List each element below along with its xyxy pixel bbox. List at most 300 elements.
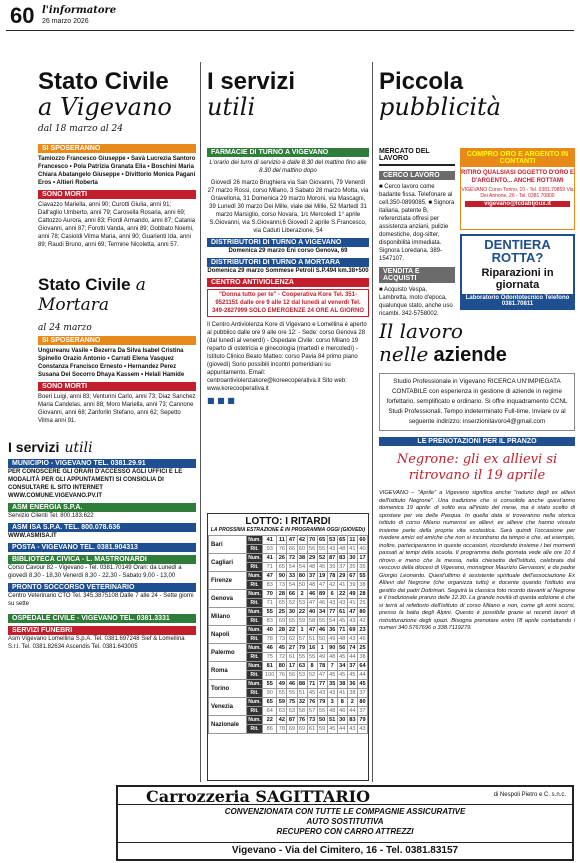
lotto-delay: 49 xyxy=(329,636,336,642)
ad-email: vigevano@lcdabijoux.it xyxy=(465,201,570,207)
lotto-number: 88 xyxy=(298,681,306,687)
lotto-delay: 62 xyxy=(288,636,296,642)
lotto-number: 36 xyxy=(349,681,356,687)
lotto-delay: 40 xyxy=(359,546,366,552)
article-text: VIGEVANO – "Aprile" a Vigevano significa anche "raduno degli ex allievi dell'istituto Negrone". Una tradizione che si consolida anche quest'anno domenica 19 aprile: di solito era all'inizio del mese, ma è stato scelto di spostare per via della Pasqua. In quella data si troveranno nella storica istituto di corso Milano numerosi ex allievi: ex allieve che hanno vissuto insieme parte della propria vita scolastica. Sarà quindi l'occasione per rivedere amici ed amiche che non si incontrano da tempo e che, ad esempio, inoltre, parteciperanno in queste occasioni, ricordando insieme i bei momenti passati ai tempi della scuola. Il programma della giornata vede alle ore 10 il ritrovo e meno che la messa, nella chiesetta dell'istituto, celebrata dal vescovo della diocesi di Vigevano, monsignor Maurizio Gervasoni, e da padre Giorgio Leonardo. Quest'ultimo è assistente spirituale dell'associazione Ex Allievi del Negrone (che organizza tutto) e docente quando l'istituto era gestito dai padri Dottrinari. Seguirà la classica foto ricordo davanti al Negrone e il tradizionale pranzo delle 12.30. La grande novità di questa edizione è che si terrà al refettorio dell'istituto di corso Milano e non, come gli anni scorsi, presso la baita degli Alpini. Questo è possibile grazie ai recenti lavori di ristrutturazione degli spazi. Bisogna prenotare entro l'8 aprile contattando i numeri 340.5767696 o 338.7119279. xyxy=(379,490,575,631)
lotto-number: 71 xyxy=(339,627,346,633)
lotto-delay: 44 xyxy=(359,672,366,678)
lotto-delay: 63 xyxy=(288,708,296,714)
lotto-number: 50 xyxy=(319,717,326,723)
lotto-row xyxy=(209,680,368,689)
lotto-number: 87 xyxy=(288,717,296,723)
lotto-delay: 43 xyxy=(329,600,336,606)
section-subtitle: utili xyxy=(64,440,93,456)
lotto-delay: 50 xyxy=(319,636,326,642)
lotto-delay: 37 xyxy=(359,708,366,714)
asmisa-text: WWW.ASMISA.IT xyxy=(8,533,57,539)
lotto-number: 29 xyxy=(308,555,316,561)
lotto-delay: 73 xyxy=(278,582,286,588)
morti-label: SONO MORTI xyxy=(38,382,196,391)
lotto-delay: 46 xyxy=(339,708,346,714)
lotto-number: 41 xyxy=(263,554,277,563)
mercato-lavoro xyxy=(379,148,455,318)
lotto-number: 53 xyxy=(329,537,336,543)
asmisa-label: ASM ISA S.P.A. TEL. 800.078.636 xyxy=(8,523,196,532)
lotto-delay: 25 xyxy=(359,600,366,606)
lotto-delay: 44 xyxy=(349,654,356,660)
lotto-number: 79 xyxy=(298,645,306,651)
posta-label: POSTA - VIGEVANO TEL. 0381.904313 xyxy=(8,543,196,552)
lotto-number: 32 xyxy=(298,699,306,705)
lotto-number: 27 xyxy=(288,645,296,651)
lotto-number: 30 xyxy=(339,717,346,723)
lotto-number: 30 xyxy=(349,555,356,561)
lotto-delay: 43 xyxy=(359,726,366,732)
lotto-number: 83 xyxy=(339,555,346,561)
lotto-number: 64 xyxy=(359,663,366,669)
lotto-delay: 54 xyxy=(288,582,296,588)
lotto-delay: 55 xyxy=(298,654,306,660)
linkedin-icon[interactable]: ■ xyxy=(227,396,235,405)
lotto-delay: 48 xyxy=(339,546,346,552)
page-number: 60 xyxy=(10,3,35,28)
lotto-number: 55 xyxy=(263,680,277,689)
period: dal 18 marzo al 24 xyxy=(38,124,123,134)
lotto-delay: 47 xyxy=(319,582,326,588)
lotto-number: 81 xyxy=(263,662,277,671)
lotto-number: 47 xyxy=(349,609,356,615)
lotto-delay: 65 xyxy=(288,618,296,624)
lotto-delay: 44 xyxy=(349,708,356,714)
lotto-delay: 55 xyxy=(288,690,296,696)
lotto-delay: 72 xyxy=(278,654,286,660)
lotto-delay: 64 xyxy=(263,707,277,716)
lotto-row xyxy=(209,536,368,545)
lotto-row-label: Num. xyxy=(248,537,261,543)
lotto-number: 80 xyxy=(278,663,286,669)
ad-text: RITIRO QUALSIASI OGGETTO D'ORO E D'ARGENTO... ANCHE ROTTAMI xyxy=(461,170,574,184)
distributori-label: DISTRIBUTORI DI TURNO A VIGEVANO xyxy=(207,238,369,247)
lotto-number: 36 xyxy=(329,627,336,633)
section-subtitle: utili xyxy=(207,93,256,121)
lotto-delay: 43 xyxy=(329,690,336,696)
section-subtitle: nelle xyxy=(379,342,429,366)
lotto-number: 17 xyxy=(288,663,296,669)
lotto-delay: 50 xyxy=(298,582,306,588)
vendita-text: ■ Acquisto Vespa, Lambretta, moto d'epoca, qualunque stato, anche uso ricambi. 342-5758002. xyxy=(379,287,453,317)
ad-locations: VIGEVANO Corso Torino, 10 - Tel. 0381.70859 Via Dei Annone, 26 - Tel. 0381.70800 xyxy=(461,187,574,199)
funebri-text: Asm Vigevano Lomellina S.p.A. Tel. 0381.697248 Sief & Lomellina S.r.l. Tel. 0381.82634 Ascendis Tel. 0381.643005 xyxy=(8,636,185,650)
cerco-label: CERCO LAVORO xyxy=(379,171,455,180)
lotto-row-label: Rit. xyxy=(247,563,263,572)
lotto-number: 22 xyxy=(288,627,296,633)
lotto-number: 90 xyxy=(329,645,336,651)
lotto-delay: 76 xyxy=(278,546,286,552)
biblio-text: Corso Cavour 82 - Vigevano - Tel. 0381.70149 Orari: da Lunedì a giovedì 8,30 - 18,30 Venerdì 8,30 - 22,30 - Sabato 9,00 - 13,00 xyxy=(8,565,182,579)
lotto-number: 73 xyxy=(308,717,316,723)
lotto-number: 61 xyxy=(339,609,346,615)
biblio-label: BIBLIOTECA CIVICA - L. MASTRONARDI xyxy=(8,555,196,564)
stato-civile-mortara xyxy=(38,275,196,315)
lotto-delay: 43 xyxy=(349,618,356,624)
lotto-title: LOTTO: I RITARDI xyxy=(245,516,331,527)
lotto-number: 34 xyxy=(339,663,346,669)
farmacie-label: FARMACIE DI TURNO A VIGEVANO xyxy=(207,148,369,157)
spose-list: Ungureanu Vasile • Bezerra Da Silva Isabel Cristina Spinello Orazio Antonio • Carrati Elena Vasquez Constanza Francisco Ernesto • Hernandez Perez Susana Del Socorro Dhaya Kassem • Helali Hamide xyxy=(38,348,185,378)
lotto-number: 47 xyxy=(308,627,316,633)
ad-line: RECUPERO CON CARRO ATTREZZI xyxy=(276,827,414,836)
lotto-delay: 46 xyxy=(359,636,366,642)
ad-owner: di Nespoli Pietro e C. s.n.c. xyxy=(493,792,566,798)
lotto-number: 45 xyxy=(278,645,286,651)
lotto-number: 11 xyxy=(347,536,357,545)
servizi-utili xyxy=(207,34,369,405)
lotto-number: 22 xyxy=(298,609,306,615)
lotto-delay: 45 xyxy=(329,726,336,732)
section-title: Piccola xyxy=(379,68,464,95)
lotto-delay: 53 xyxy=(298,672,306,678)
compro-oro-ad[interactable] xyxy=(460,148,575,230)
lotto-number: 47 xyxy=(263,572,277,581)
lotto-number: 75 xyxy=(288,699,296,705)
lotto-number: 70 xyxy=(263,590,277,599)
lotto-row-label: Num. xyxy=(248,627,261,633)
lotto-city: Roma xyxy=(209,662,247,680)
lotto-row-label: Rit. xyxy=(247,725,263,734)
lotto-number: 49 xyxy=(349,591,356,597)
lotto-delay: 65 xyxy=(278,600,286,606)
lavoro-aziende xyxy=(379,320,575,633)
lotto-row xyxy=(209,626,368,635)
distributori-mortara-text: Domenica 29 marzo Sommese Petroli S.P.494 km.38+500 xyxy=(207,268,369,274)
pranzo-label: LE PRENOTAZIONI PER IL PRANZO xyxy=(379,437,575,446)
pronto-text: Centro Veterinario CTO Tel. 345.3875108 Dalle 7 alle 24 - Sette giorni su sette xyxy=(8,593,194,607)
lotto-number: 55 xyxy=(359,573,366,579)
lotto-number: 83 xyxy=(349,717,356,723)
lotto-number: 30 xyxy=(288,609,296,615)
lotto-number: 67 xyxy=(349,573,356,579)
spose-label: SI SPOSERANNO xyxy=(38,144,196,153)
lotto-delay: 41 xyxy=(339,582,346,588)
lotto-number: 28 xyxy=(359,591,366,597)
lotto-delay: 37 xyxy=(359,690,366,696)
funebri-label: SERVIZI FUNEBRI xyxy=(8,626,196,635)
lotto-delay: 42 xyxy=(329,582,336,588)
lotto-delay: 78 xyxy=(263,635,277,644)
lotto-number: 34 xyxy=(319,609,326,615)
lotto-row xyxy=(209,644,368,653)
lotto-city: Milano xyxy=(209,608,247,626)
lotto-delay: 52 xyxy=(288,600,296,606)
lotto-city: Firenze xyxy=(209,572,247,590)
lotto-number: 38 xyxy=(298,555,306,561)
section-title: I servizi xyxy=(8,439,60,455)
ad-subtitle: Riparazioni in giornata xyxy=(481,267,554,291)
lotto-number: 37 xyxy=(349,663,356,669)
lotto-number: 90 xyxy=(278,573,286,579)
lotto-delay: 47 xyxy=(319,672,326,678)
lotto-delay: 65 xyxy=(278,564,286,570)
lotto-city: Bari xyxy=(209,536,247,554)
lotto-number: 76 xyxy=(308,699,316,705)
lotto-row-label: Num. xyxy=(248,663,261,669)
lotto-delay: 47 xyxy=(308,600,316,606)
lotto-delay: 48 xyxy=(339,636,346,642)
lotto-delay: 71 xyxy=(263,599,277,608)
lotto-number: 33 xyxy=(288,573,296,579)
lotto-number: 46 xyxy=(319,627,326,633)
pronto-label: PRONTO SOCCORSO VETERINARIO xyxy=(8,583,196,592)
column-divider xyxy=(372,62,373,782)
lotto-delay: 38 xyxy=(349,690,356,696)
lotto-number: 66 xyxy=(288,591,296,597)
lotto-row-label: Num. xyxy=(248,645,261,651)
lotto-number: 72 xyxy=(288,555,296,561)
lotto-delay: 41 xyxy=(349,600,356,606)
lotto-delay: 63 xyxy=(278,708,286,714)
lotto-delay: 35 xyxy=(349,564,356,570)
header-rule xyxy=(6,30,574,31)
lotto-delay: 38 xyxy=(359,654,366,660)
spose-list: Tamiozzo Francesco Giuseppe • Savà Lucrezia Santoro Francesco • Pola Patrizia Granata Elia • Boschini Maria Chiara Abatangelo Giuseppe • Divittorio Monica Pagani Eros • Altieri Roberta xyxy=(38,156,196,186)
piccola-pubblicita xyxy=(379,34,575,120)
lotto-delay: 54 xyxy=(288,564,296,570)
lotto-delay: 45 xyxy=(319,564,326,570)
lotto-row-label: Num. xyxy=(248,699,261,705)
lotto-city: Nazionale xyxy=(209,716,247,734)
lotto-number: 52 xyxy=(319,555,326,561)
lotto-delay: 45 xyxy=(339,672,346,678)
lotto-delay: 48 xyxy=(308,564,316,570)
lotto-row xyxy=(209,554,368,563)
instagram-icon[interactable]: ■ xyxy=(217,396,225,405)
lotto-number: 45 xyxy=(359,681,366,687)
lotto-delay: 45 xyxy=(329,672,336,678)
article-title: Negrone: gli ex allievi si ritrovano il 19 aprile xyxy=(396,452,558,483)
lotto-delay: 61 xyxy=(288,654,296,660)
lotto-number: 59 xyxy=(278,699,286,705)
lotto-number: 71 xyxy=(308,681,316,687)
lotto-subtitle: LA PROSSIMA ESTRAZIONE È IN PROGRAMMA OGGI (GIOVEDì) xyxy=(210,527,366,533)
lotto-delay: 43 xyxy=(319,690,326,696)
lotto-row-label: Rit. xyxy=(247,545,263,554)
lotto-city: Palermo xyxy=(209,644,247,662)
lotto-delay: 45 xyxy=(308,690,316,696)
lotto-delay: 43 xyxy=(349,636,356,642)
lotto-grid xyxy=(208,535,368,734)
lotto-number: 40 xyxy=(263,626,277,635)
lotto-delay: 43 xyxy=(329,546,336,552)
mercato-label: MERCATO DEL LAVORO xyxy=(379,148,455,166)
lotto-row-label: Num. xyxy=(248,681,261,687)
lotto-delay: 75 xyxy=(263,653,277,662)
lotto-number: 65 xyxy=(339,537,346,543)
lotto-number: 60 xyxy=(359,537,366,543)
lotto-number: 51 xyxy=(329,717,336,723)
lotto-delay: 57 xyxy=(308,708,316,714)
lotto-delay: 56 xyxy=(288,672,296,678)
lotto-delay: 54 xyxy=(298,564,306,570)
lotto-row-label: Rit. xyxy=(247,599,263,608)
lotto-number: 42 xyxy=(278,717,286,723)
lotto-number: 77 xyxy=(329,609,336,615)
lotto-city: Genova xyxy=(209,590,247,608)
lotto-row-label: Num. xyxy=(248,591,261,597)
antiviolenza-text: Il Centro Antiviolenza Kore di Vigevano e Lomellina è aperto al pubblico dalle ore 9 alle ore 12: - Sede: corso Genova 28 (dal lunedì al venerdì) - Ospedale Civile: corso Milano 19 reparto di ostetricia e ginecologia (martedì e mercoledì) - Istituto Clinico Beato Matteo: corso Pavia 84 primo piano (giovedì) Sono possibili incontri pomeridiani su appuntamento. Email: centroantiviolenzakore@koreecoperativa.it Sito web: www.korecooperativa.it xyxy=(207,322,367,392)
lotto-delay: 61 xyxy=(308,726,316,732)
lotto-delay: 41 xyxy=(339,690,346,696)
lotto-delay: 60 xyxy=(298,546,306,552)
lotto-row-label: Rit. xyxy=(247,671,263,680)
lotto-delay: 83 xyxy=(263,581,277,590)
lotto-delay: 48 xyxy=(329,654,336,660)
lotto-number: 87 xyxy=(329,555,336,561)
ospedale-label: OSPEDALE CIVILE - VIGEVANO TEL. 0381.3331 xyxy=(8,614,196,623)
lotto-number: 7 xyxy=(327,662,337,671)
lotto-delay: 57 xyxy=(298,636,306,642)
lotto-delay: 55 xyxy=(319,618,326,624)
lotto-number: 77 xyxy=(319,681,326,687)
lotto-number: 40 xyxy=(308,609,316,615)
lotto-delay: 51 xyxy=(308,636,316,642)
farmacie-intro: L'orario dei turni di servizio è dalle 8.30 del mattino fino alle 8.30 del mattino dopo xyxy=(209,160,367,174)
lotto-number: 80 xyxy=(298,573,306,579)
lotto-number: 47 xyxy=(288,537,296,543)
lotto-number: 11 xyxy=(277,536,287,545)
lotto-number: 19 xyxy=(319,573,326,579)
lotto-number: 2 xyxy=(347,698,357,707)
lotto-delay: 42 xyxy=(359,618,366,624)
lotto-table xyxy=(207,513,369,781)
ad-address: Vigevano - Via del Cimitero, 16 - Tel. 0381.83157 xyxy=(118,842,572,859)
dentiera-ad[interactable] xyxy=(460,234,575,310)
lotto-number: 41 xyxy=(263,536,277,545)
lotto-city: Venezia xyxy=(209,698,247,716)
lotto-delay: 69 xyxy=(298,726,306,732)
lotto-row xyxy=(209,590,368,599)
cerco-text: ■ Cerco lavoro come badante fissa. Telefonare al cell.350-0899085. ■ Signora italiana, patente B, referenziata offresi per assistenza anziani, pulizie domestiche, dog-sitter, disponibilità immediata. Signora Loredana, 389-1547107. xyxy=(379,184,455,262)
lotto-number: 29 xyxy=(339,573,346,579)
section-subtitle: a Mortara xyxy=(38,275,146,315)
lotto-number: 23 xyxy=(359,627,366,633)
lotto-delay: 76 xyxy=(278,672,286,678)
lotto-row-label: Rit. xyxy=(247,617,263,626)
lotto-number: 28 xyxy=(278,627,286,633)
lotto-number: 70 xyxy=(308,537,316,543)
lotto-number: 49 xyxy=(278,681,286,687)
spose-label: SI SPOSERANNO xyxy=(38,336,196,345)
lotto-delay: 59 xyxy=(319,726,326,732)
lotto-row xyxy=(209,572,368,581)
lotto-delay: 69 xyxy=(278,618,286,624)
lotto-number: 65 xyxy=(319,537,326,543)
lotto-delay: 83 xyxy=(263,617,277,626)
carrozzeria-ad[interactable] xyxy=(116,785,574,861)
lotto-number: 42 xyxy=(298,537,306,543)
lotto-delay: 56 xyxy=(308,546,316,552)
lotto-delay: 100 xyxy=(263,671,277,680)
lotto-delay: 45 xyxy=(339,618,346,624)
lotto-number: 69 xyxy=(349,627,356,633)
facebook-icon[interactable]: ■ xyxy=(207,396,215,405)
lotto-number: 22 xyxy=(339,591,346,597)
lotto-number: 1 xyxy=(297,626,307,635)
lotto-number: 3 xyxy=(327,698,337,707)
lotto-delay: 73 xyxy=(278,636,286,642)
lotto-number: 38 xyxy=(339,681,346,687)
ad-text: Laboratorio Odontotecnico Telefono 0381.70811 xyxy=(462,294,573,308)
antiviolenza-label: CENTRO ANTIVIOLENZA xyxy=(207,278,369,287)
lotto-number: 25 xyxy=(278,609,286,615)
lotto-delay: 55 xyxy=(319,708,326,714)
lotto-row xyxy=(209,608,368,617)
lotto-delay: 43 xyxy=(339,600,346,606)
municipio-label: MUNICIPIO - VIGEVANO TEL. 0381.29.91 xyxy=(8,459,196,468)
lotto-row-label: Num. xyxy=(248,609,261,615)
lotto-number: 79 xyxy=(319,699,326,705)
lotto-number: 46 xyxy=(308,591,316,597)
lotto-delay: 69 xyxy=(288,726,296,732)
lotto-delay: 52 xyxy=(308,672,316,678)
lotto-delay: 35 xyxy=(359,564,366,570)
lotto-number: 6 xyxy=(327,590,337,599)
lotto-delay: 44 xyxy=(339,726,346,732)
lotto-row-label: Rit. xyxy=(247,707,263,716)
lotto-delay: 51 xyxy=(298,690,306,696)
ad-title: DENTIERA ROTTA? xyxy=(484,237,551,265)
lotto-number: 1 xyxy=(317,644,327,653)
servizi-utili-title xyxy=(8,437,196,456)
farmacie-list: Giovedì 26 marzo Brughiera via San Giovanni, 79 Venerdì 27 marzo Rossi, corso Milano, 3 Sabato 28 marzo Motta, via Gravellona, 31 Domenica 29 marzo Moroni, via Mascagni, 39 Lunedì 30 marzo Dei Mille, viale dei Mille, 52 Martedì 31 marzo Marsiglio, corso Novara, 1/c Mercoledì 1° aprile S.Giovanni, via S.Giovanni,6 Giovedì 2 aprile S.Francesco, via Caduti Liberazione, 54 xyxy=(207,180,369,234)
antiviolenza-contacts: "Donna tutto per te" - Cooperativa Kore Tel. 351-9521151 dalle ore 9 alle 12 dal lunedì al venerdì Tel. 349-2827999 SOLO EMERGENZE 24 ORE AL GIORNO xyxy=(207,289,369,317)
ad-services xyxy=(118,807,572,837)
lotto-number: 74 xyxy=(349,645,356,651)
lotto-number: 25 xyxy=(359,645,366,651)
section-subtitle: a Vigevano xyxy=(38,93,172,121)
lotto-delay: 53 xyxy=(298,600,306,606)
social-icons xyxy=(207,396,369,405)
lotto-delay: 37 xyxy=(339,564,346,570)
lotto-number: 89 xyxy=(319,591,326,597)
lotto-number: 76 xyxy=(298,717,306,723)
lotto-number: 8 xyxy=(337,698,347,707)
lotto-number: 35 xyxy=(329,681,336,687)
lotto-delay: 55 xyxy=(319,546,326,552)
lotto-number: 80 xyxy=(359,699,366,705)
lotto-row-label: Rit. xyxy=(247,689,263,698)
distributori-mortara-label: DISTRIBUTORI DI TURNO A MORTARA xyxy=(207,258,369,267)
distributori-text: Domenica 29 marzo Eni corso Genova, 69 xyxy=(228,248,348,254)
brand-name: l'informatore xyxy=(42,5,117,16)
asm-text: Servizio Clienti Tel. 800.183.622 xyxy=(8,513,94,519)
lotto-delay: 58 xyxy=(308,618,316,624)
lotto-number: 63 xyxy=(298,663,306,669)
lotto-delay: 39 xyxy=(329,564,336,570)
section-subtitle-bold: aziende xyxy=(433,344,507,366)
lotto-delay: 38 xyxy=(359,582,366,588)
lotto-delay: 93 xyxy=(263,545,277,554)
ad-header xyxy=(118,787,572,805)
lotto-row-label: Num. xyxy=(248,717,261,723)
ad-title: COMPRO ORO E ARGENTO IN CONTANTI xyxy=(461,149,574,167)
ad-title: Carrozzeria SAGITTARIO xyxy=(146,787,371,806)
lotto-delay: 59 xyxy=(298,618,306,624)
lotto-number: 2 xyxy=(297,590,307,599)
lotto-delay: 45 xyxy=(339,654,346,660)
lotto-number: 78 xyxy=(319,663,326,669)
lotto-delay: 58 xyxy=(298,708,306,714)
lotto-number: 65 xyxy=(263,698,277,707)
